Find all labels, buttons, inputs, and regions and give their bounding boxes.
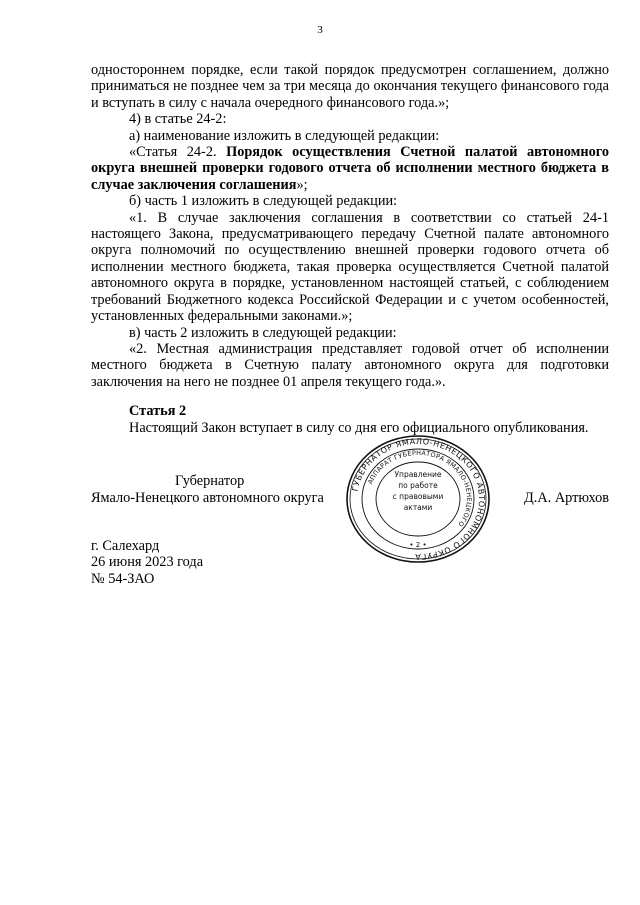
stamp-outer-text: ГУБЕРНАТОР ЯМАЛО-НЕНЕЦКОГО АВТОНОМНОГО ОКРУГА [350,436,487,562]
stamp-center-line4: актами [403,503,433,512]
stamp-center-line3: с правовыми [392,492,444,501]
article-24-2-title-bold: Порядок осуществления Счетной палатой автономного округа внешней проверки годового отчета об исполнении местного бюджета в случае заключения соглашения [91,144,610,193]
signatory-title: Губернатор [175,473,245,489]
signatory-organization: Ямало-Ненецкого автономного округа [91,490,324,506]
stamp-center-line1: Управление [394,470,442,479]
article-2-heading: Статья 2 [129,403,187,420]
law-number: № 54-ЗАО [91,570,155,587]
part-2-text: «2. Местная администрация представляет годовой отчет об исполнении местного бюджета в Счетную палату автономного округа для подготовки заключения на него не позднее 01 апреля текущего года.». [91,340,609,390]
page-number: 3 [317,24,323,36]
sub-item-v: в) часть 2 изложить в следующей редакции: [129,324,397,341]
article-2-text: Настоящий Закон вступает в силу со дня его официального опубликования. [129,419,589,436]
city: г. Салехард [91,538,160,554]
article-24-2-title [91,144,609,193]
stamp-center-line2: по работе [398,481,438,490]
stamp-number: • 2 • [409,541,427,549]
paragraph-continuation: одностороннем порядке, если такой порядок предусмотрен соглашением, должно приниматься не позднее чем за три месяца до окончания текущего финансового года и вступать в силу с начала очередного финансового года.»; [91,62,609,111]
stamp-inner-text: АППАРАТ ГУБЕРНАТОРА ЯМАЛО-НЕНЕЦКОГО [366,448,474,529]
official-seal-stamp [344,434,492,564]
part-1-text: «1. В случае заключения соглашения в соответствии со статьей 24-1 настоящего Закона, предусматривающего передачу Счетной палате автономного округа полномочий по осуществлению внешней проверки годового отчета об исполнении местного бюджета, такая проверка осуществляется Счетной палатой автономного округа в порядке, установленном настоящей статьей, с соблюдением требований Бюджетного кодекса Российской Федерации и с учетом особенностей, установленных федеральными законами.»; [91,209,609,325]
signatory-name: Д.А. Артюхов [524,490,609,506]
sub-item-a: а) наименование изложить в следующей редакции: [129,127,440,144]
article-24-2-prefix: «Статья 24-2. [129,144,227,161]
date: 26 июня 2023 года [91,554,204,571]
sub-item-b: б) часть 1 изложить в следующей редакции: [129,193,398,210]
item-4: 4) в статье 24-2: [129,111,227,128]
document-meta [91,538,203,587]
article-24-2-suffix: »; [296,176,308,193]
document-body [91,62,609,436]
